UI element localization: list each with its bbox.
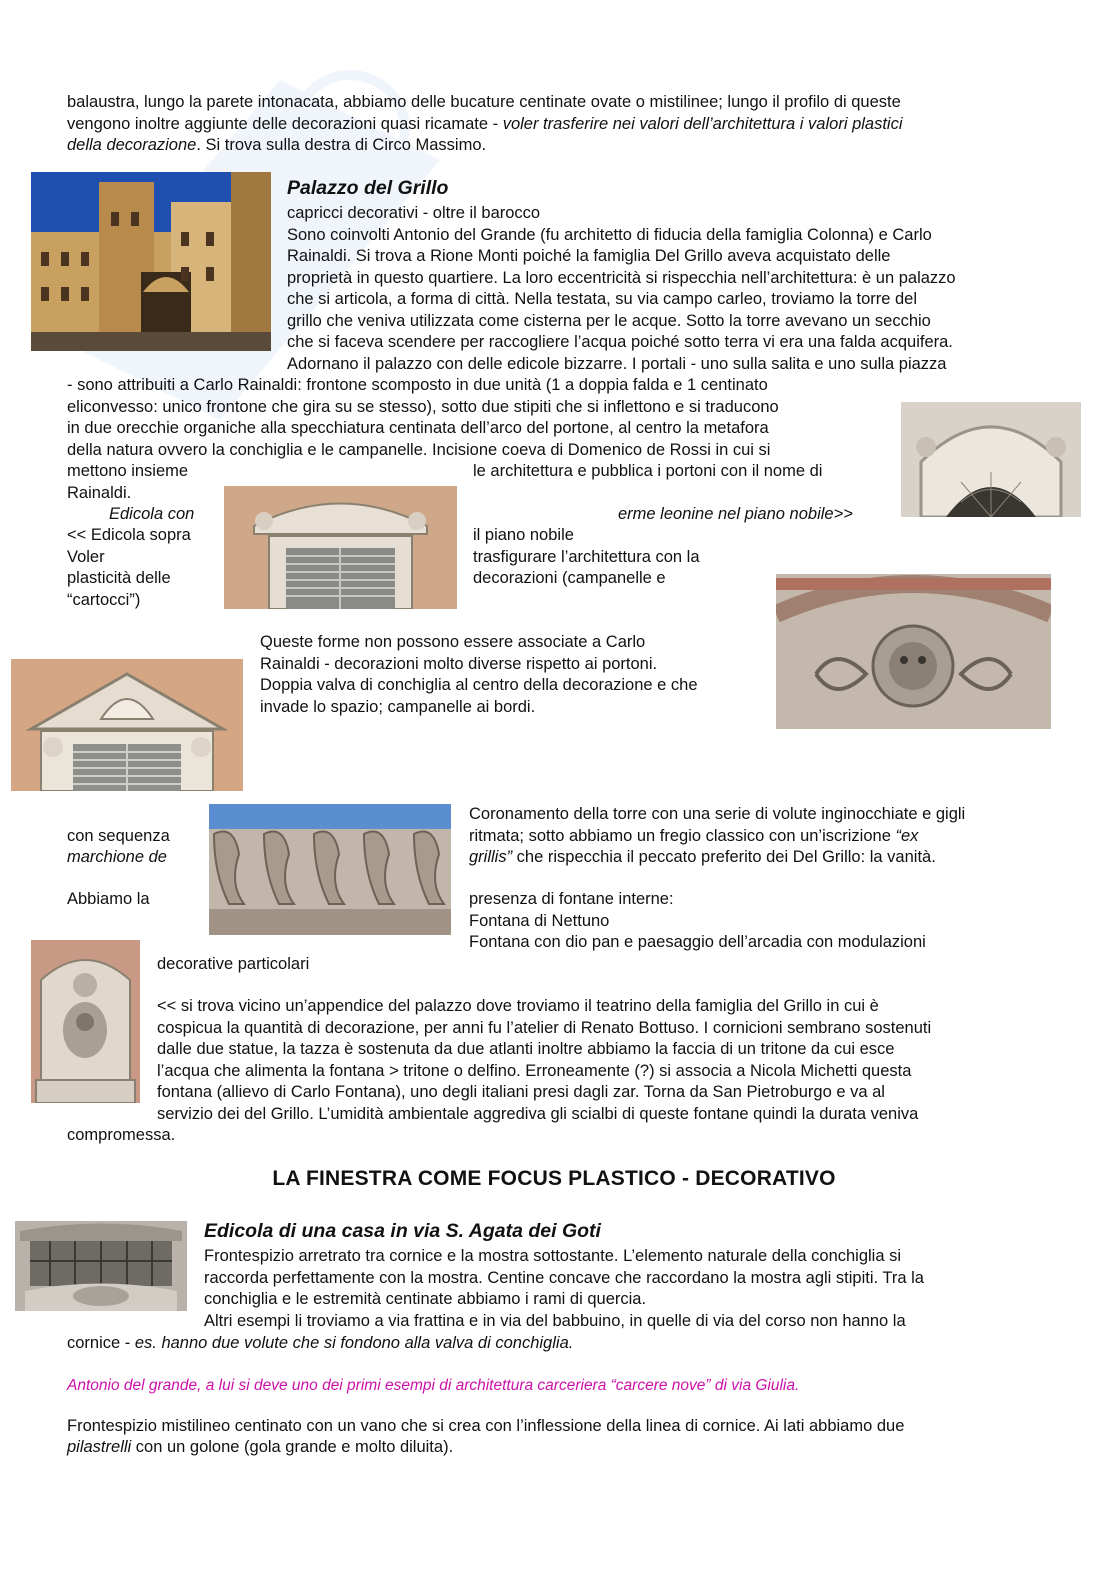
- window-edicola-photo: [224, 486, 457, 609]
- paragraph-line: che si articola, a forma di città. Nella testata, su via campo carleo, troviamo la torre del: [287, 290, 918, 308]
- paragraph-line: Rainaldi. Si trova a Rione Monti poiché la famiglia Del Grillo aveva acquistato delle: [287, 247, 891, 265]
- paragraph-line-italic: marchione de: [67, 848, 167, 866]
- caption-italic: Edicola con: [109, 505, 195, 523]
- paragraph-line: Doppia valva di conchiglia al centro della decorazione e che: [260, 676, 698, 694]
- shell-window-photo: [11, 659, 243, 791]
- intro-line: vengono inoltre aggiunte delle decorazioni quasi ricamate -: [67, 114, 503, 133]
- paragraph-line: trasfigurare l’architettura con la: [473, 547, 700, 566]
- paragraph-line: Rainaldi.: [67, 484, 132, 502]
- paragraph-line: conchiglia e le estremità centinate abbiamo i rami di quercia.: [204, 1290, 647, 1308]
- lion-mask-photo: [776, 574, 1051, 729]
- subsection-title: Edicola di una casa in via S. Agata dei Goti: [204, 1220, 601, 1242]
- palazzo-grillo-photo: [31, 172, 271, 351]
- paragraph-line: compromessa.: [67, 1126, 176, 1144]
- paragraph-line: Queste forme non possono essere associate a Carlo: [260, 633, 646, 651]
- paragraph-line: che si faceva scendere per raccogliere l’acqua poiché sotto terra vi era una falda acquifera.: [287, 333, 953, 351]
- paragraph-line: Rainaldi - decorazioni molto diverse rispetto ai portoni.: [260, 654, 658, 673]
- paragraph-line: Adornano il palazzo con delle edicole bizzarre. I portali - uno sulla salita e uno sulla piazza: [287, 354, 947, 373]
- intro-line-italic: della decorazione: [67, 136, 197, 154]
- tower-crown-photo: [209, 804, 451, 935]
- paragraph-line: cospicua la quantità di decorazione, per anni fu l’atelier di Renato Bottuso. I cornicioni sembrano sostenuti: [157, 1018, 932, 1037]
- paragraph-line: Sono coinvolti Antonio del Grande (fu architetto di fiducia della famiglia Colonna) e Carlo: [287, 225, 932, 244]
- paragraph-line: le architettura e pubblica i portoni con il nome di: [473, 462, 823, 480]
- paragraph-line: Abbiamo la: [67, 890, 150, 908]
- balcony-window-photo: [15, 1221, 187, 1311]
- paragraph-line: << si trova vicino un’appendice del palazzo dove troviamo il teatrino della famiglia del Grillo in cui è: [157, 997, 879, 1015]
- section-title-grillo: Palazzo del Grillo: [287, 177, 449, 199]
- paragraph-line: fontana (allievo di Carlo Fontana), uno degli italiani presi dagli zar. Torna da San Pietroburgo e va al: [157, 1083, 885, 1101]
- paragraph-line: con sequenza: [67, 827, 170, 845]
- paragraph-line: della natura ovvero la conchiglia e le campanelle. Incisione coeva di Domenico de Rossi in cui si: [67, 440, 771, 459]
- paragraph-line: ritmata; sotto abbiamo un fregio classico con un’iscrizione: [469, 827, 896, 845]
- fountain-photo: [31, 940, 140, 1103]
- paragraph-line: con un golone (gola grande e molto diluita).: [131, 1438, 454, 1456]
- caption-italic: erme leonine nel piano nobile>>: [618, 505, 853, 523]
- paragraph-line-italic: pilastrelli: [67, 1438, 132, 1456]
- paragraph-line: Altri esempi li troviamo a via frattina e in via del babbuino, in quelle di via del corso non hanno la: [204, 1311, 906, 1330]
- paragraph-line: cornice -: [67, 1334, 135, 1352]
- paragraph-line: Coronamento della torre con una serie di volute inginocchiate e gigli: [469, 805, 966, 823]
- inscription-italic: “ex: [895, 827, 919, 845]
- paragraph-line: che rispecchia il peccato preferito dei Del Grillo: la vanità.: [512, 848, 936, 866]
- highlight-note: Antonio del grande, a lui si deve uno dei primi esempi di architettura carceriera “carcere nove” di via Giulia.: [67, 1377, 800, 1394]
- paragraph-line: Fontana con dio pan e paesaggio dell’arcadia con modulazioni: [469, 933, 926, 951]
- paragraph-line: eliconvesso: unico frontone che gira su se stesso), sotto due stipiti che si inflettono e si traducono: [67, 397, 779, 416]
- paragraph-line: raccorda perfettamente con la mostra. Centine concave che raccordano la mostra agli stipiti. Tra la: [204, 1268, 924, 1287]
- paragraph-line: proprietà in questo quartiere. La loro eccentricità si rispecchia nell’architettura: è un palazzo: [287, 268, 956, 287]
- portal-arch-photo: [901, 402, 1081, 517]
- paragraph-line: dalle due statue, la tazza è sostenuta da due atlanti inoltre abbiamo la faccia di un tritone da cui esce: [157, 1040, 895, 1058]
- paragraph-line: plasticità delle: [67, 569, 171, 587]
- paragraph-line: “cartocci”): [67, 590, 141, 609]
- paragraph-line: << Edicola sopra: [67, 526, 191, 544]
- paragraph-line-italic: es. hanno due volute che si fondono alla valva di conchiglia.: [134, 1334, 574, 1352]
- paragraph-line: Frontespizio arretrato tra cornice e la mostra sottostante. L’elemento naturale della conchiglia si: [204, 1247, 902, 1265]
- paragraph-line: grillo che veniva utilizzata come cisterna per le acque. Sotto la torre avevano un secchio: [287, 311, 931, 330]
- intro-line: . Si trova sulla destra di Circo Massimo.: [196, 136, 487, 154]
- paragraph-line: mettono insieme: [67, 462, 189, 480]
- paragraph-line: invade lo spazio; campanelle ai bordi.: [260, 697, 536, 716]
- paragraph-line: presenza di fontane interne:: [469, 890, 674, 908]
- paragraph-line: Fontana di Nettuno: [469, 912, 610, 930]
- inscription-italic: grillis”: [469, 848, 513, 866]
- section-heading: LA FINESTRA COME FOCUS PLASTICO - DECORATIVO: [272, 1167, 836, 1190]
- paragraph-line: l’acqua che alimenta la fontana > tritone o delfino. Erroneamente (?) si associa a Nicola Michetti questa: [157, 1061, 912, 1080]
- paragraph-line: il piano nobile: [473, 526, 574, 544]
- paragraph-line: - sono attribuiti a Carlo Rainaldi: frontone scomposto in due unità (1 a doppia falda e 1 centinato: [67, 376, 768, 394]
- paragraph-line: decorazioni (campanelle e: [473, 569, 666, 587]
- intro-line-italic: voler trasferire nei valori dell’architettura i valori plastici: [502, 114, 903, 133]
- paragraph-line: Frontespizio mistilineo centinato con un vano che si crea con l’inflessione della linea di cornice. Ai lati abbiamo due: [67, 1417, 905, 1435]
- paragraph-line: Voler: [67, 547, 105, 566]
- paragraph-line: in due orecchie organiche alla specchiatura centinata dell’arco del portone, al centro la metafora: [67, 419, 769, 437]
- paragraph-line: decorative particolari: [157, 955, 310, 973]
- subtitle: capricci decorativi - oltre il barocco: [287, 204, 541, 222]
- paragraph-line: servizio dei del Grillo. L’umidità ambientale aggrediva gli scialbi di queste fontane quindi la durata veniva: [157, 1104, 919, 1123]
- intro-line: balaustra, lungo la parete intonacata, abbiamo delle bucature centinate ovate o mistilinee; lungo il profilo di queste: [67, 93, 901, 111]
